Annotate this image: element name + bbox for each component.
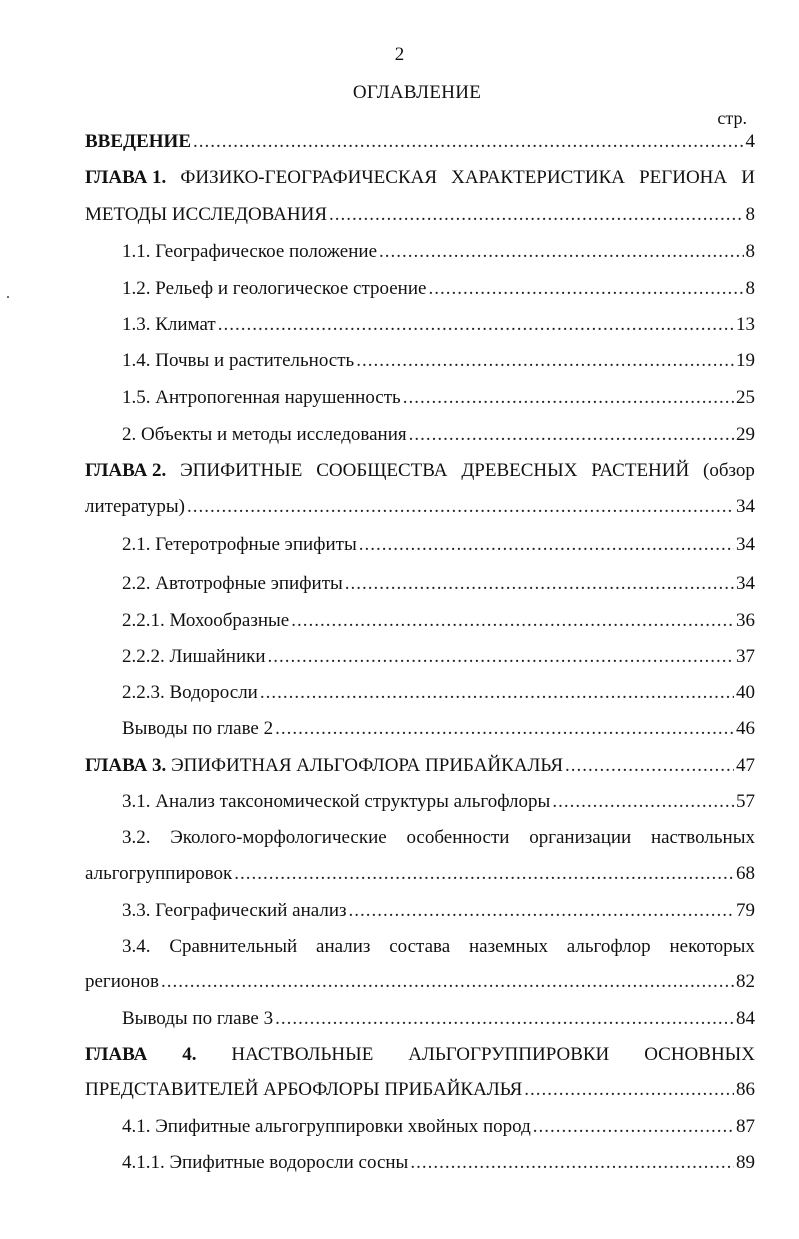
- toc-entry-label: альгогруппировок: [85, 863, 233, 884]
- toc-entry-label: ВВЕДЕНИЕ: [85, 131, 191, 152]
- dot-leader: [187, 495, 734, 519]
- chapter-prefix: ГЛАВА: [85, 1044, 148, 1065]
- toc-entry-page: 29: [736, 424, 755, 445]
- dot-leader: [524, 1078, 734, 1102]
- dot-leader: [218, 313, 734, 337]
- dot-leader: [260, 681, 734, 705]
- word: некоторых: [669, 936, 755, 957]
- dot-leader: [428, 277, 743, 301]
- toc-entry-4-1-1[interactable]: [122, 1151, 755, 1175]
- chapter-prefix: ГЛАВА 3.: [85, 755, 167, 776]
- toc-entry-page: 25: [736, 387, 755, 408]
- word: наземных: [468, 936, 548, 957]
- toc-entry-conclusions-2[interactable]: [122, 717, 755, 741]
- toc-entry-page: 47: [736, 755, 755, 776]
- word: ФИЗИКО-ГЕОГРАФИЧЕСКАЯ: [180, 167, 438, 188]
- toc-entry-label: [85, 754, 563, 778]
- toc-entry-2-1[interactable]: [122, 533, 755, 557]
- toc-entry-3-2-line1[interactable]: [122, 826, 755, 850]
- toc-entry-label: Выводы по главе 2: [122, 718, 274, 739]
- toc-entry-page: 87: [736, 1116, 755, 1137]
- toc-entry-label: 2.2.1. Мохообразные: [122, 610, 290, 631]
- toc-entry-page: 40: [736, 682, 755, 703]
- toc-entry-conclusions-3[interactable]: [122, 1007, 755, 1031]
- toc-entry-label: 2.2. Автотрофные эпифиты: [122, 573, 343, 594]
- toc-entry-page: 8: [745, 278, 755, 299]
- dot-leader: [275, 1007, 734, 1031]
- toc-entry-3-1[interactable]: [122, 790, 755, 814]
- dot-leader: [356, 349, 734, 373]
- toc-entry-2-2[interactable]: [122, 572, 755, 596]
- toc-entry-label: 3.1. Анализ таксономической структуры альгофлоры: [122, 791, 551, 812]
- chapter-number: 4.: [182, 1044, 197, 1065]
- chapter-prefix: ГЛАВА 1.: [85, 167, 167, 188]
- toc-entry-page: 84: [736, 1008, 755, 1029]
- toc-entry-2[interactable]: [122, 423, 755, 447]
- toc-chapter-4-line2[interactable]: [85, 1078, 755, 1102]
- toc-chapter-3[interactable]: [85, 754, 755, 778]
- toc-entry-page: 46: [736, 718, 755, 739]
- toc-entry-2-2-1[interactable]: [122, 609, 755, 633]
- toc-entry-3-2-line2[interactable]: [85, 862, 755, 886]
- dot-leader: [161, 970, 734, 994]
- word: ЭПИФИТНЫЕ: [180, 460, 303, 481]
- toc-entry-page: 34: [736, 573, 755, 594]
- toc-entry-1-1[interactable]: [122, 240, 755, 264]
- dot-leader: [565, 754, 734, 778]
- word: И: [741, 167, 755, 188]
- toc-entry-label: ПРЕДСТАВИТЕЛЕЙ АРБОФЛОРЫ ПРИБАЙКАЛЬЯ: [85, 1079, 523, 1100]
- word: организации: [529, 827, 632, 848]
- toc-entry-2-2-2[interactable]: [122, 645, 755, 669]
- dot-leader: [552, 790, 734, 814]
- word: Эколого-морфологические: [170, 827, 387, 848]
- toc-entry-page: 37: [736, 646, 755, 667]
- toc-chapter-1-line2[interactable]: [85, 203, 755, 227]
- page-title: ОГЛАВЛЕНИЕ: [352, 82, 482, 103]
- toc-chapter-1-line1[interactable]: [85, 166, 755, 190]
- toc-entry-label: 1.1. Географическое положение: [122, 241, 378, 262]
- dot-leader: [409, 423, 734, 447]
- toc-entry-label: 4.1.1. Эпифитные водоросли сосны: [122, 1152, 409, 1173]
- dot-leader: [329, 203, 744, 227]
- dot-leader: [193, 130, 744, 154]
- toc-entry-page: 79: [736, 900, 755, 921]
- word: АЛЬГОГРУППИРОВКИ: [408, 1044, 610, 1065]
- dot-leader: [379, 240, 743, 264]
- dot-leader: [359, 533, 734, 557]
- dot-leader: [291, 609, 734, 633]
- dot-leader: [234, 862, 734, 886]
- toc-entry-1-4[interactable]: [122, 349, 755, 373]
- word: РЕГИОНА: [639, 167, 728, 188]
- toc-entry-label: 3.3. Географический анализ: [122, 900, 347, 921]
- dot-leader: [275, 717, 734, 741]
- word: (обзор: [703, 460, 755, 481]
- toc-entry-3-4-line1[interactable]: [122, 935, 755, 959]
- dot-leader: [403, 386, 734, 410]
- toc-entry-3-4-line2[interactable]: [85, 970, 755, 994]
- word: 3.4.: [122, 936, 151, 957]
- word: НАСТВОЛЬНЫЕ: [231, 1044, 374, 1065]
- toc-entry-label: регионов: [85, 971, 160, 992]
- toc-chapter-4-line1[interactable]: [85, 1043, 755, 1067]
- toc-entry-page: 86: [736, 1079, 755, 1100]
- toc-entry-page: 57: [736, 791, 755, 812]
- toc-entry-page: 13: [736, 314, 755, 335]
- dot-leader: [349, 899, 735, 923]
- toc-entry-label: 2.2.3. Водоросли: [122, 682, 258, 703]
- toc-entry-label: 1.5. Антропогенная нарушенность: [122, 387, 401, 408]
- toc-entry-page: 8: [745, 204, 755, 225]
- word: РАСТЕНИЙ: [591, 460, 690, 481]
- toc-entry-page: 36: [736, 610, 755, 631]
- word: состава: [389, 936, 451, 957]
- word: особенности: [406, 827, 510, 848]
- word: наствольных: [650, 827, 755, 848]
- toc-entry-page: 4: [745, 131, 755, 152]
- toc-entry-3-3[interactable]: [122, 899, 755, 923]
- dot-leader: [345, 572, 734, 596]
- toc-entry-page: 68: [736, 863, 755, 884]
- toc-entry-page: 8: [745, 241, 755, 262]
- word: анализ: [316, 936, 371, 957]
- toc-entry-label: 1.3. Климат: [122, 314, 216, 335]
- word: Сравнительный: [169, 936, 298, 957]
- word: 3.2.: [122, 827, 151, 848]
- word: ОСНОВНЫХ: [644, 1044, 755, 1065]
- toc-entry-label: 2.1. Гетеротрофные эпифиты: [122, 534, 357, 555]
- toc-entry-4-1[interactable]: [122, 1115, 755, 1139]
- toc-entry-1-5[interactable]: [122, 386, 755, 410]
- dot-leader: [268, 645, 734, 669]
- word: СООБЩЕСТВА: [316, 460, 448, 481]
- toc-entry-label: 2.2.2. Лишайники: [122, 646, 266, 667]
- toc-entry-page: 34: [736, 496, 755, 517]
- toc-chapter-2-line2[interactable]: [85, 495, 755, 519]
- word: ХАРАКТЕРИСТИКА: [451, 167, 625, 188]
- dot-leader: [533, 1115, 734, 1139]
- toc-entry-1-3[interactable]: [122, 313, 755, 337]
- chapter-title: ЭПИФИТНАЯ АЛЬГОФЛОРА ПРИБАЙКАЛЬЯ: [171, 755, 563, 776]
- toc-entry-label: 1.4. Почвы и растительность: [122, 350, 355, 371]
- chapter-prefix: ГЛАВА 2.: [85, 460, 167, 481]
- toc-entry-label: МЕТОДЫ ИССЛЕДОВАНИЯ: [85, 204, 327, 225]
- toc-entry-label: 4.1. Эпифитные альгогруппировки хвойных пород: [122, 1116, 531, 1137]
- toc-entry-1-2[interactable]: [122, 277, 755, 301]
- toc-entry-intro[interactable]: [85, 130, 755, 154]
- word: ДРЕВЕСНЫХ: [461, 460, 578, 481]
- toc-entry-label: 1.2. Рельеф и геологическое строение: [122, 278, 427, 299]
- page-number: 2: [394, 44, 405, 65]
- toc-entry-2-2-3[interactable]: [122, 681, 755, 705]
- toc-entry-label: Выводы по главе 3: [122, 1008, 274, 1029]
- toc-entry-page: 82: [736, 971, 755, 992]
- toc-entry-label: литературы): [85, 496, 185, 517]
- toc-chapter-2-line1[interactable]: [85, 459, 755, 483]
- toc-entry-label: 2. Объекты и методы исследования: [122, 424, 407, 445]
- toc-entry-page: 89: [736, 1152, 755, 1173]
- word: альгофлор: [566, 936, 651, 957]
- page-column-label: стр.: [717, 108, 747, 128]
- dot-leader: [410, 1151, 734, 1175]
- toc-entry-page: 19: [736, 350, 755, 371]
- toc-entry-page: 34: [736, 534, 755, 555]
